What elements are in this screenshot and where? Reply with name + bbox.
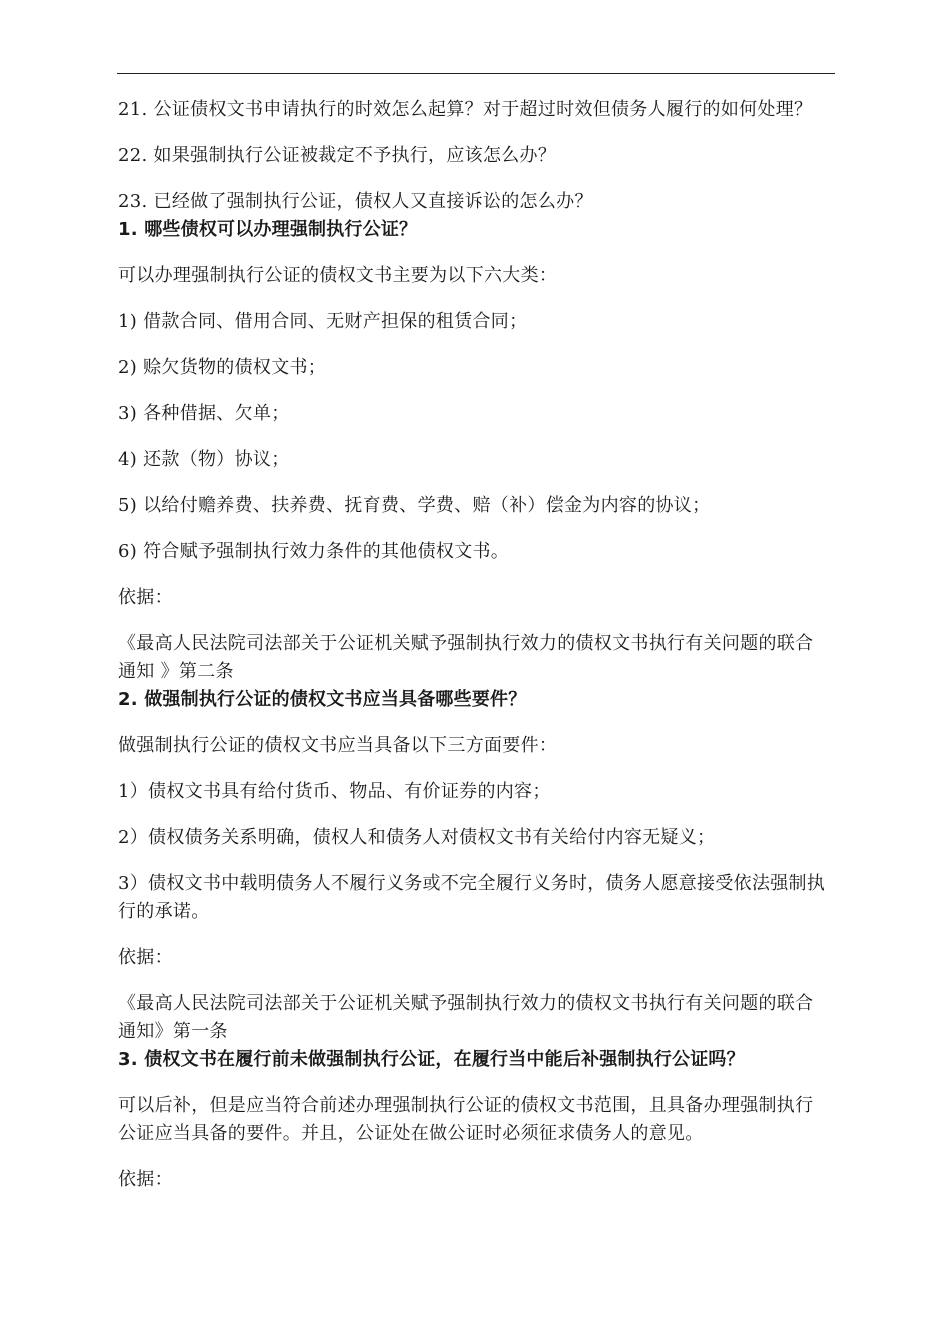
section-3-paragraph: 可以后补，但是应当符合前述办理强制执行公证的债权文书范围，且具备办理强制执行公证应当具备的要件。并且，公证处在做公证时必须征求债务人的意见。 (118, 1095, 814, 1144)
section-2-basis-label: 依据： (118, 947, 173, 968)
section-1-list-item: 6) 符合赋予强制执行效力条件的其他债权文书。 (118, 541, 510, 562)
section-1-basis-label: 依据： (118, 587, 173, 608)
section-3-heading: 3. 债权文书在履行前未做强制执行公证，在履行当中能后补强制执行公证吗？ (118, 1049, 745, 1070)
section-1-list-item: 4) 还款（物）协议； (118, 449, 290, 470)
intro-item-23: 23. 已经做了强制执行公证，债权人又直接诉讼的怎么办？ (118, 191, 593, 212)
section-3-basis-label: 依据： (118, 1169, 173, 1190)
section-1-list-item: 1) 借款合同、借用合同、无财产担保的租赁合同； (118, 311, 528, 332)
section-2-heading: 2. 做强制执行公证的债权文书应当具备哪些要件？ (118, 689, 527, 710)
header-rule (117, 73, 835, 74)
section-2-paragraph: 做强制执行公证的债权文书应当具备以下三方面要件： (118, 735, 558, 756)
section-1-citation: 《最高人民法院司法部关于公证机关赋予强制执行效力的债权文书执行有关问题的联合通知 》第二条 (118, 633, 814, 682)
page-content (118, 96, 830, 1212)
section-2-list-item: 2）债权债务关系明确，债权人和债务人对债权文书有关给付内容无疑义； (118, 827, 716, 848)
intro-item-22: 22. 如果强制执行公证被裁定不予执行，应该怎么办？ (118, 145, 557, 166)
section-1-list-item: 2) 赊欠货物的债权文书； (118, 357, 327, 378)
section-1-list-item: 3) 各种借据、欠单； (118, 403, 290, 424)
section-1-list-item: 5) 以给付赡养费、扶养费、抚育费、学费、赔（补）偿金为内容的协议； (118, 495, 711, 516)
intro-item-21: 21. 公证债权文书申请执行的时效怎么起算？对于超过时效但债务人履行的如何处理？ (118, 99, 813, 120)
section-2-citation: 《最高人民法院司法部关于公证机关赋予强制执行效力的债权文书执行有关问题的联合通知》第一条 (118, 993, 814, 1042)
section-2-list-item: 1）债权文书具有给付货币、物品、有价证券的内容； (118, 781, 551, 802)
section-1-heading: 1. 哪些债权可以办理强制执行公证？ (118, 219, 418, 240)
section-2-list-item: 3）债权文书中载明债务人不履行义务或不完全履行义务时，债务人愿意接受依法强制执行的承诺。 (118, 873, 826, 922)
section-1-paragraph: 可以办理强制执行公证的债权文书主要为以下六大类： (118, 265, 558, 286)
